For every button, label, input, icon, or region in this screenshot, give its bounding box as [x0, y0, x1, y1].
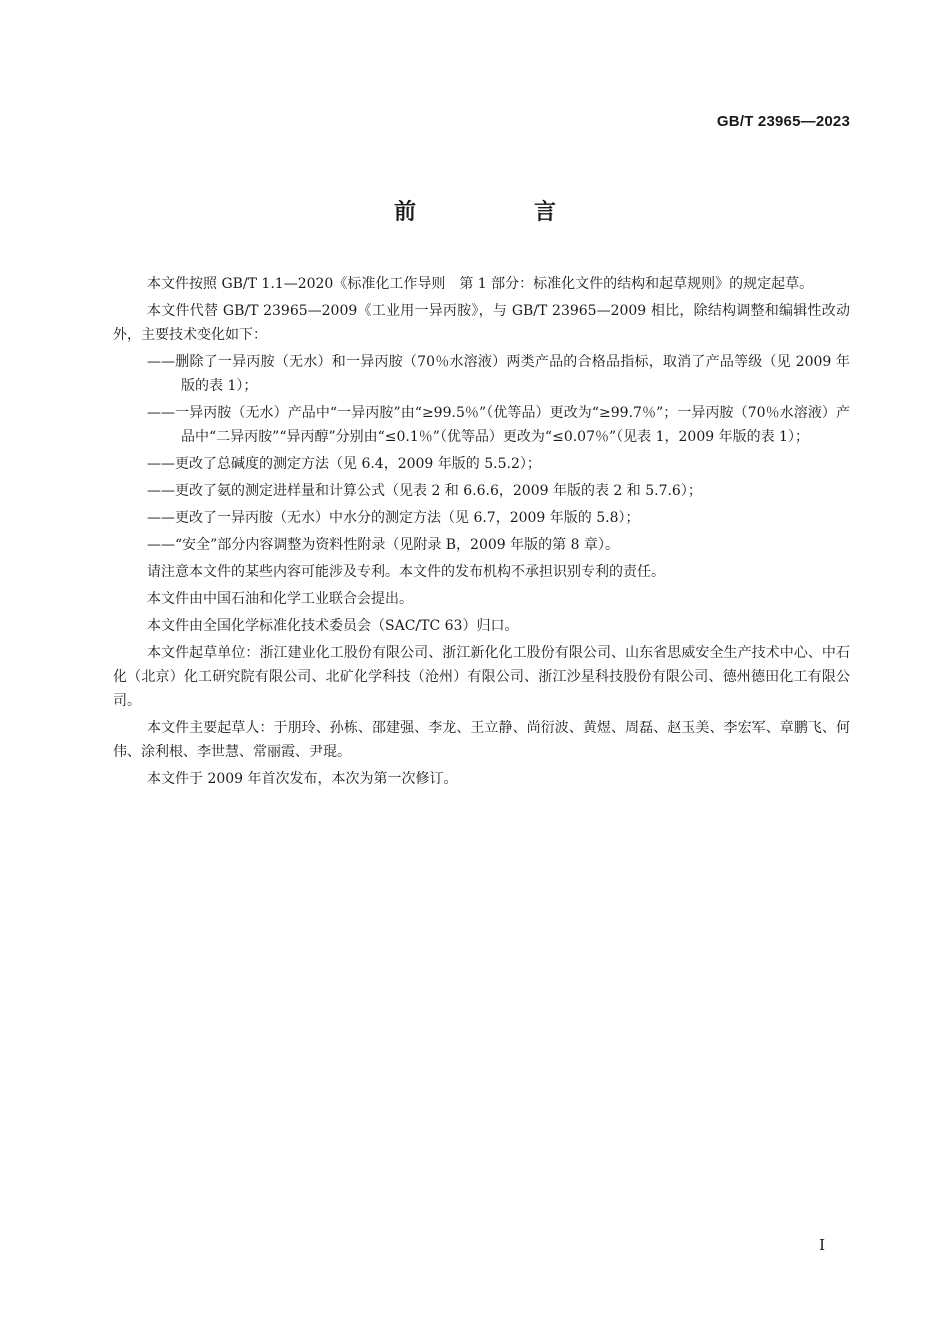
- change-item: ——更改了一异丙胺（无水）中水分的测定方法（见 6.7，2009 年版的 5.8）；: [147, 510, 640, 526]
- paragraph-committee: 本文件由全国化学标准化技术委员会（SAC/TC 63）归口。: [147, 618, 519, 634]
- paragraph-drafters: 本文件主要起草人：于朋玲、孙栋、邵建强、李龙、王立静、尚衍波、黄煜、周磊、赵玉美、李宏军、章鹏飞、何伟、涂利根、李世慧、常丽霞、尹琨。: [113, 720, 850, 760]
- page-number: I: [819, 1236, 825, 1254]
- page-title: 前 言: [393, 200, 604, 225]
- change-item: ——更改了总碱度的测定方法（见 6.4，2009 年版的 5.5.2）；: [147, 456, 541, 472]
- change-item: ——更改了氨的测定进样量和计算公式（见表 2 和 6.6.6，2009 年版的表 2 和 5.7.6）；: [147, 483, 702, 499]
- paragraph-history: 本文件于 2009 年首次发布，本次为第一次修订。: [147, 771, 458, 787]
- paragraph-replacement: 本文件代替 GB/T 23965—2009《工业用一异丙胺》，与 GB/T 23965—2009 相比，除结构调整和编辑性改动外，主要技术变化如下：: [113, 303, 850, 343]
- paragraph-proposer: 本文件由中国石油和化学工业联合会提出。: [147, 591, 413, 607]
- change-item: ——一异丙胺（无水）产品中“一异丙胺”由“≥99.5％”（优等品）更改为“≥99.7％”；一异丙胺（70％水溶液）产品中“二异丙胺”“异丙醇”分别由“≤0.1％”（优等品）更改为“≤0.07％”（见表 1，2009 年版的表 1）；: [147, 405, 850, 445]
- paragraph-drafting-units: 本文件起草单位：浙江建业化工股份有限公司、浙江新化化工股份有限公司、山东省思威安全生产技术中心、中石化（北京）化工研究院有限公司、北矿化学科技（沧州）有限公司、浙江沙星科技股份有限公司、德州德田化工有限公司。: [113, 645, 850, 709]
- paragraph-patent-notice: 请注意本文件的某些内容可能涉及专利。本文件的发布机构不承担识别专利的责任。: [147, 564, 665, 580]
- change-item: ——“安全”部分内容调整为资料性附录（见附录 B，2009 年版的第 8 章）。: [147, 537, 619, 553]
- standard-code: GB/T 23965—2023: [716, 113, 850, 130]
- change-item: ——删除了一异丙胺（无水）和一异丙胺（70％水溶液）两类产品的合格品指标，取消了产品等级（见 2009 年版的表 1）；: [147, 354, 850, 394]
- foreword-body: [113, 272, 850, 794]
- paragraph-drafting-rules: 本文件按照 GB/T 1.1—2020《标准化工作导则 第 1 部分：标准化文件的结构和起草规则》的规定起草。: [147, 276, 814, 292]
